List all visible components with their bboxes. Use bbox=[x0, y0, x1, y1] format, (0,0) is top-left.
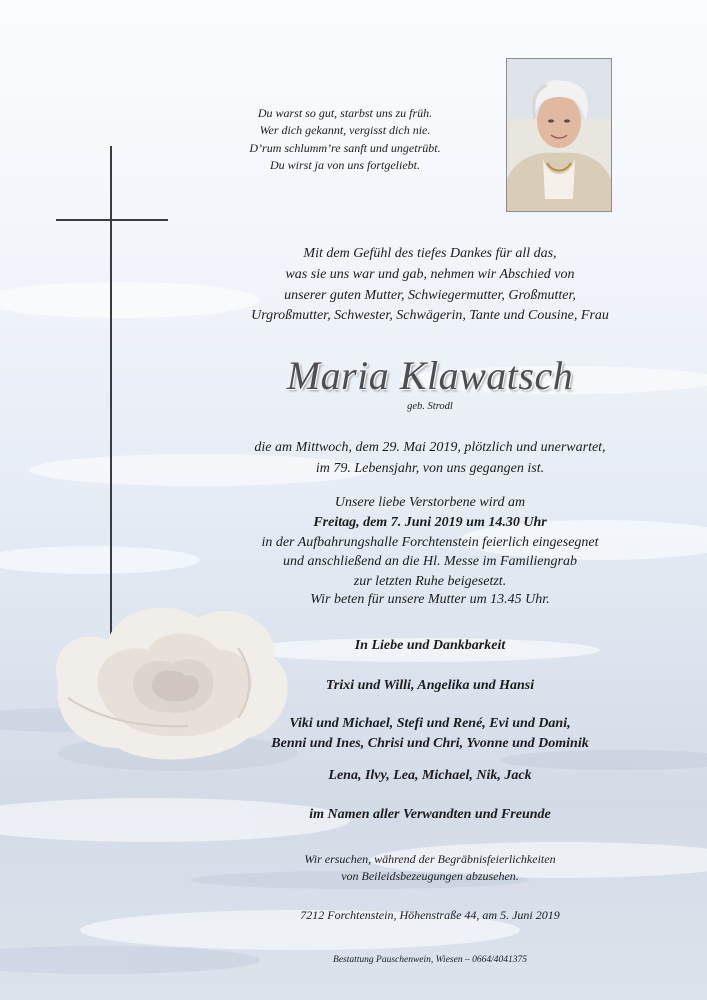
portrait-photo bbox=[506, 58, 612, 212]
maiden-name: geb. Strodl bbox=[407, 401, 453, 412]
intro-text bbox=[160, 244, 700, 327]
death-notice bbox=[160, 437, 700, 479]
mourners-line: Benni und Ines, Chrisi und Chri, Yvonne und Dominik bbox=[271, 735, 589, 751]
poem-line: Wer dich gekannt, vergisst dich nie. bbox=[259, 123, 431, 138]
mourners-group-4: im Namen aller Verwandten und Freunde bbox=[309, 807, 551, 822]
intro-line: Mit dem Gefühl des tiefes Dankes für all das, bbox=[303, 246, 557, 261]
funeral-line: zur letzten Ruhe beigesetzt. bbox=[353, 574, 507, 590]
death-line: im 79. Lebensjahr, von uns gegangen ist. bbox=[315, 461, 545, 476]
mourners-line: Viki und Michael, Stefi und René, Evi und Dani, bbox=[289, 716, 571, 731]
mourners-group-1: Trixi und Willi, Angelika und Hansi bbox=[325, 678, 535, 693]
funeral-date: Freitag, dem 7. Juni 2019 um 14.30 Uhr bbox=[313, 514, 547, 530]
death-line: die am Mittwoch, dem 29. Mai 2019, plötzlich und unerwartet, bbox=[254, 440, 606, 455]
poem-line: Du warst so gut, starbst uns zu früh. bbox=[257, 106, 433, 120]
condolence-request bbox=[160, 851, 700, 886]
mourners-heading: In Liebe und Dankbarkeit bbox=[354, 638, 506, 653]
request-line: von Beileidsbezeugungen abzusehen. bbox=[341, 869, 519, 884]
funeral-details bbox=[160, 493, 700, 592]
funeral-line: Unsere liebe Verstorbene wird am bbox=[334, 495, 526, 510]
memorial-poem bbox=[205, 105, 485, 175]
cross-icon-bar bbox=[56, 219, 168, 221]
poem-line: D’rum schlumm’re sanft und ungetrübt. bbox=[249, 140, 441, 155]
mourners-group-3: Lena, Ilvy, Lea, Michael, Nik, Jack bbox=[328, 768, 532, 783]
intro-line: unserer guten Mutter, Schwiegermutter, Großmutter, bbox=[284, 287, 576, 303]
mourners-group-2 bbox=[160, 714, 700, 753]
deceased-name: Maria Klawatsch bbox=[286, 353, 574, 398]
intro-line: Urgroßmutter, Schwester, Schwägerin, Tante und Cousine, Frau bbox=[251, 308, 609, 324]
prayer-notice: Wir beten für unsere Mutter um 13.45 Uhr. bbox=[310, 592, 550, 607]
address-date: 7212 Forchtenstein, Höhenstraße 44, am 5. Juni 2019 bbox=[300, 908, 560, 922]
request-line: Wir ersuchen, während der Begräbnisfeierlichkeiten bbox=[304, 852, 556, 866]
funeral-line: und anschließend an die Hl. Messe im Familiengrab bbox=[283, 554, 577, 570]
poem-line: Du wirst ja von uns fortgeliebt. bbox=[270, 158, 420, 173]
undertaker-info: Bestattung Pauschenwein, Wiesen – 0664/4041375 bbox=[333, 955, 527, 965]
funeral-line: in der Aufbahrungshalle Forchtenstein feierlich eingesegnet bbox=[261, 534, 599, 550]
intro-line: was sie uns war und gab, nehmen wir Abschied von bbox=[285, 266, 575, 282]
